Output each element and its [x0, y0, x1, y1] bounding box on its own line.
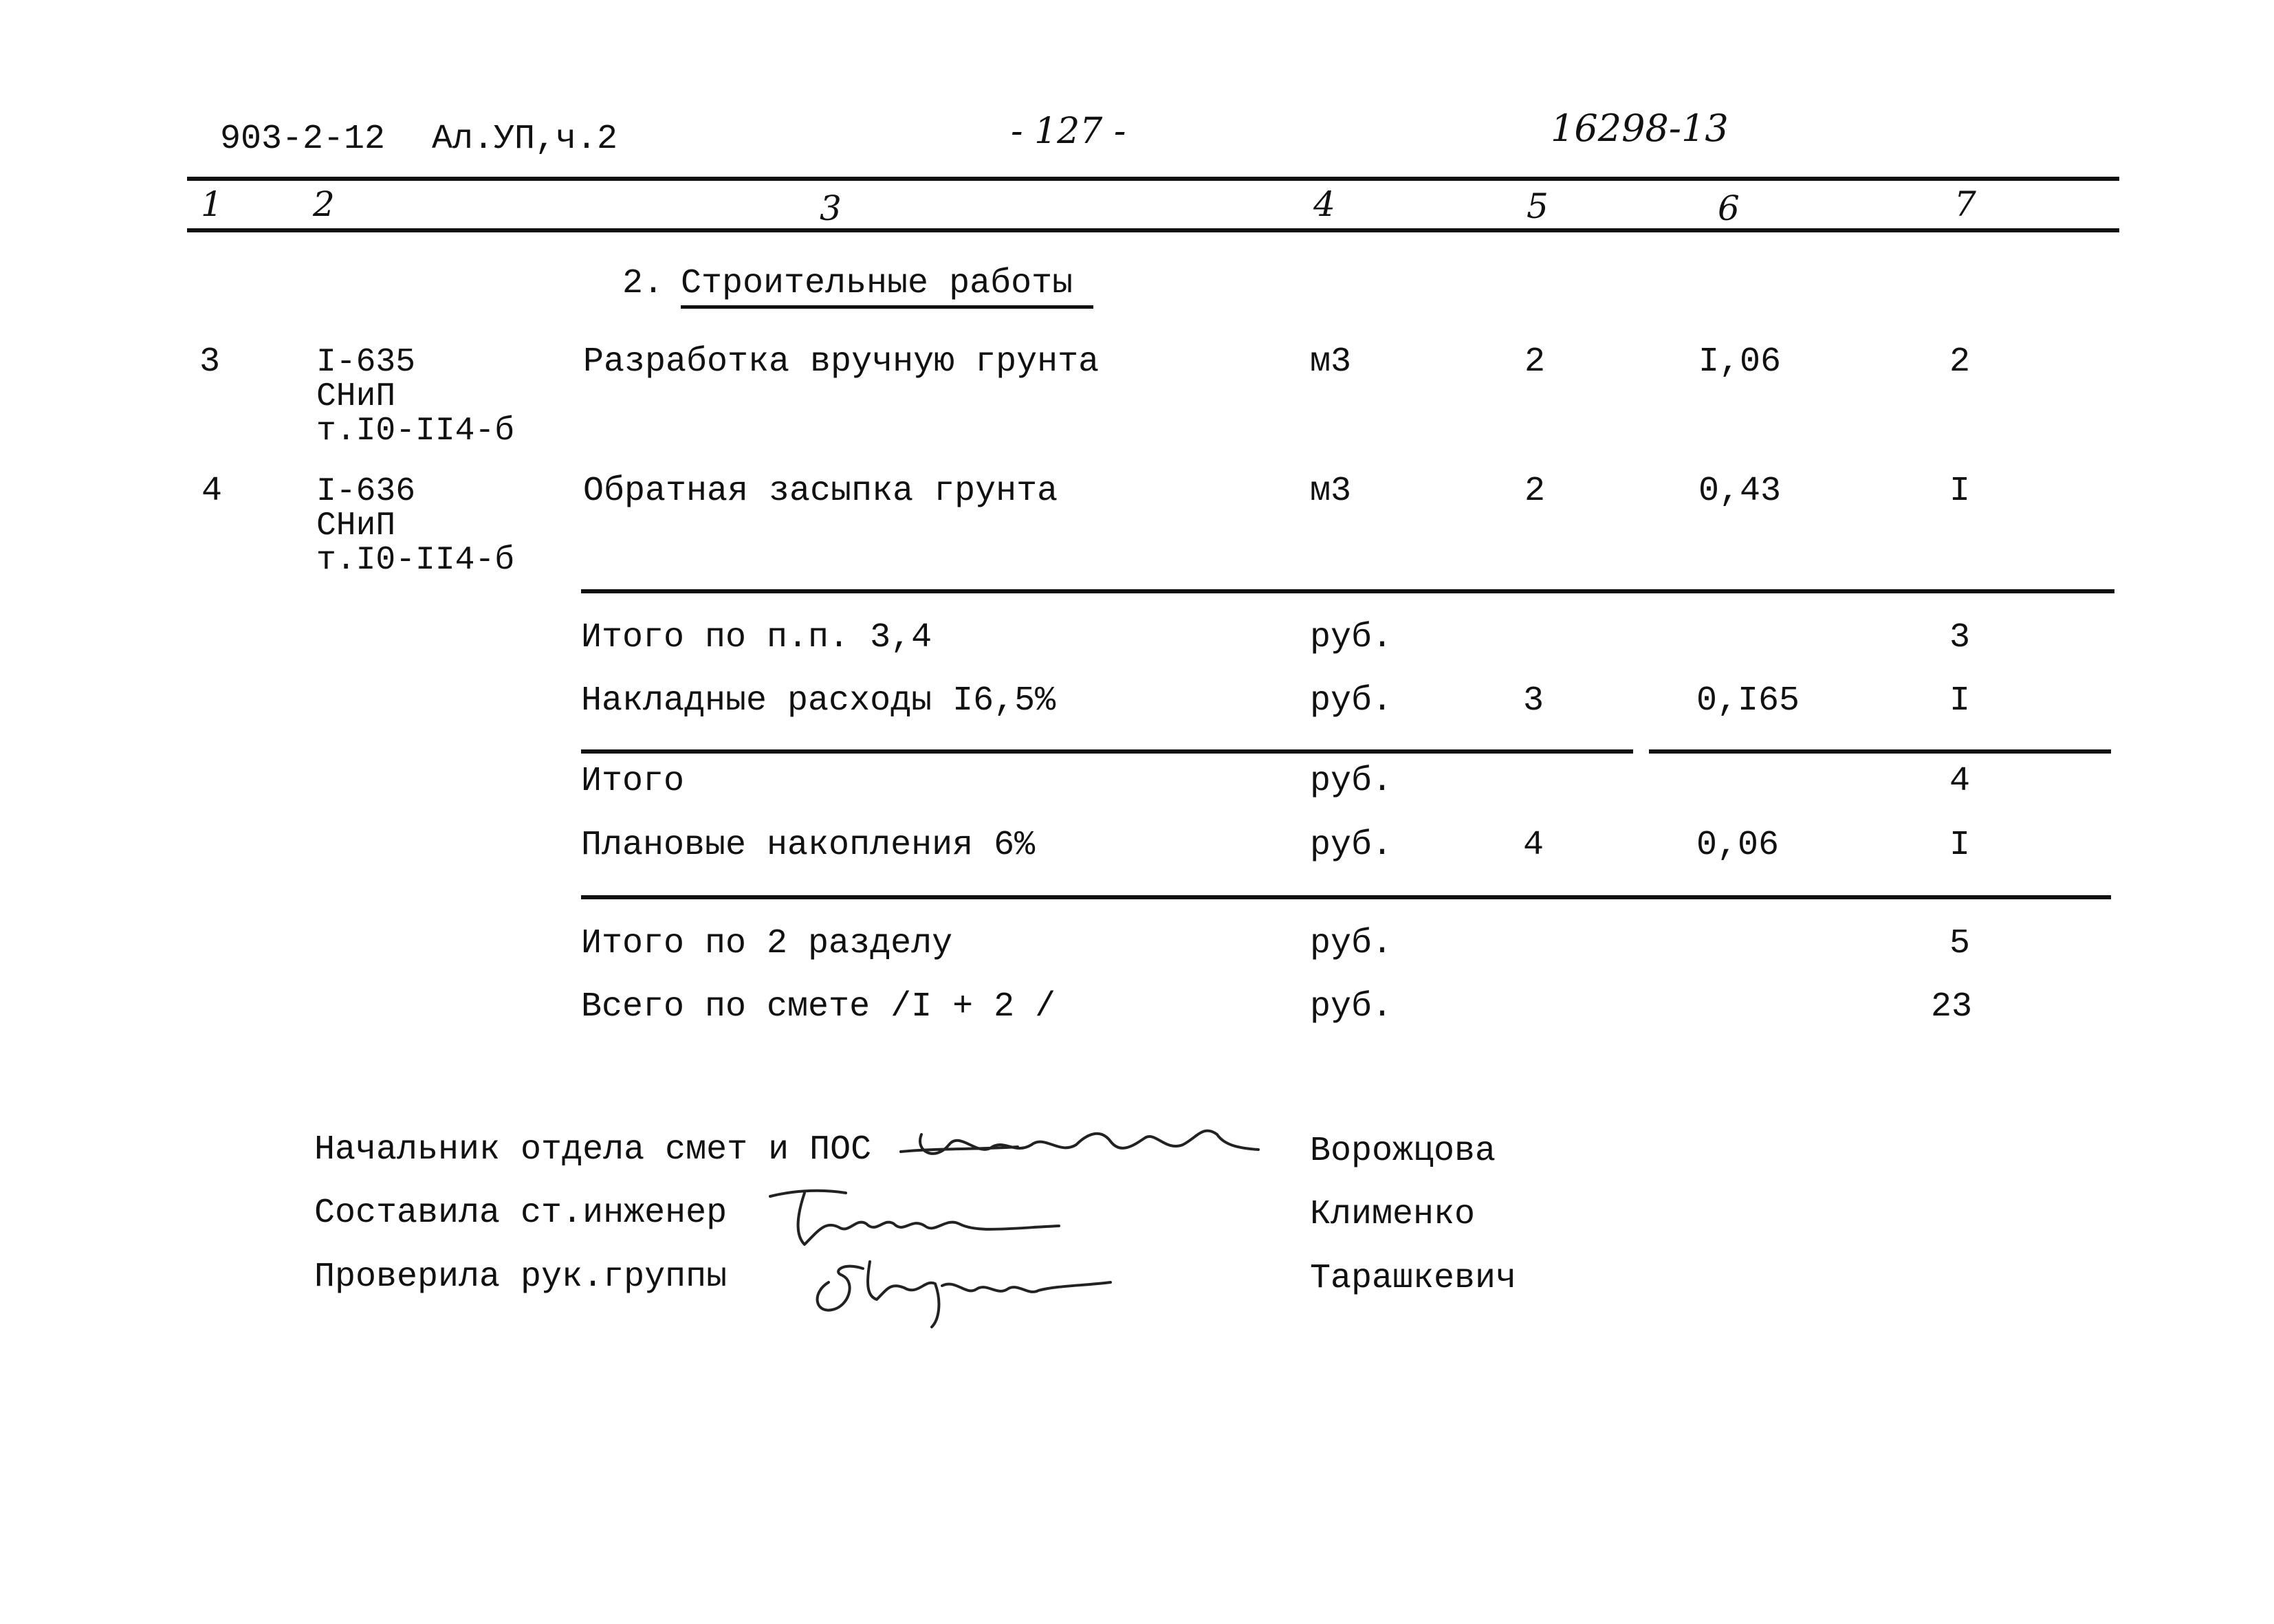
section-number: 2. — [622, 264, 664, 303]
norm-source: СНиП — [316, 507, 396, 545]
norm-code: I-635 — [316, 344, 416, 381]
work-name: Обратная засыпка грунта — [583, 472, 1058, 511]
norm-table: т.I0-II4-б — [316, 542, 515, 579]
column-number-7: 7 — [1954, 184, 1976, 224]
column-number-2: 2 — [313, 184, 335, 224]
section-title: Строительные работы — [681, 267, 1093, 309]
column-number-3: 3 — [820, 188, 842, 228]
summary-unit: руб. — [1310, 681, 1393, 721]
doc-code: 903-2-12 — [220, 120, 386, 159]
summary-unit: руб. — [1310, 618, 1393, 657]
section-total-divider — [581, 895, 2111, 899]
summary-price: 0,06 — [1696, 826, 1780, 865]
summary-unit: руб. — [1310, 762, 1393, 801]
summary-unit: руб. — [1310, 924, 1393, 963]
overhead-divider-left — [581, 749, 1633, 754]
header-bottom-rule — [187, 228, 2119, 232]
summary-price: 0,I65 — [1696, 681, 1800, 721]
summary-qty: 3 — [1523, 681, 1544, 721]
summary-total: 3 — [1949, 618, 1971, 657]
column-number-1: 1 — [201, 184, 223, 224]
signature-name-head: Ворожцова — [1310, 1132, 1496, 1171]
row-number: 3 — [199, 342, 221, 382]
summary-total: 4 — [1949, 762, 1971, 801]
signature-name-checker: Тарашкевич — [1310, 1259, 1517, 1298]
total-cost: 2 — [1949, 342, 1971, 382]
summary-name: Плановые накопления 6% — [581, 826, 1036, 865]
summary-total: I — [1949, 826, 1971, 865]
work-name: Разработка вручную грунта — [583, 342, 1100, 382]
page-number: - 127 - — [1011, 111, 1126, 152]
summary-name: Всего по смете /I + 2 / — [581, 987, 1056, 1027]
header-top-rule — [187, 177, 2119, 181]
summary-name: Накладные расходы I6,5% — [581, 681, 1056, 721]
unit: м3 — [1310, 472, 1352, 511]
norm-source: СНиП — [316, 378, 396, 415]
column-number-4: 4 — [1313, 184, 1335, 224]
summary-name: Итого — [581, 762, 685, 801]
summary-total: 23 — [1931, 987, 1973, 1027]
column-number-5: 5 — [1527, 186, 1549, 226]
summary-total: I — [1949, 681, 1971, 721]
quantity: 2 — [1524, 342, 1546, 382]
total-cost: I — [1949, 472, 1971, 511]
unit-price: 0,43 — [1698, 472, 1782, 511]
summary-total: 5 — [1949, 924, 1971, 963]
summary-unit: руб. — [1310, 826, 1393, 865]
summary-unit: руб. — [1310, 987, 1393, 1027]
unit-price: I,06 — [1698, 342, 1782, 382]
handwritten-signature-checker — [801, 1241, 1117, 1330]
items-divider — [581, 589, 2114, 593]
signature-role-engineer: Составила ст.инженер — [314, 1194, 728, 1233]
quantity: 2 — [1524, 472, 1546, 511]
handwritten-signature-head — [894, 1114, 1265, 1176]
album-label: Ал.УП,ч.2 — [432, 120, 618, 159]
row-number: 4 — [201, 472, 223, 511]
column-number-6: 6 — [1718, 188, 1740, 228]
signature-name-engineer: Клименко — [1310, 1195, 1476, 1234]
norm-table: т.I0-II4-б — [316, 413, 515, 450]
summary-qty: 4 — [1523, 826, 1544, 865]
signature-role-head: Начальник отдела смет и ПОС — [314, 1130, 872, 1170]
unit: м3 — [1310, 342, 1352, 382]
signature-role-checker: Проверила рук.группы — [314, 1258, 728, 1297]
summary-name: Итого по 2 разделу — [581, 924, 953, 963]
overhead-divider-right — [1649, 749, 2111, 754]
summary-name: Итого по п.п. 3,4 — [581, 618, 932, 657]
norm-code: I-636 — [316, 473, 416, 510]
sheet-code: 16298-13 — [1551, 107, 1729, 150]
